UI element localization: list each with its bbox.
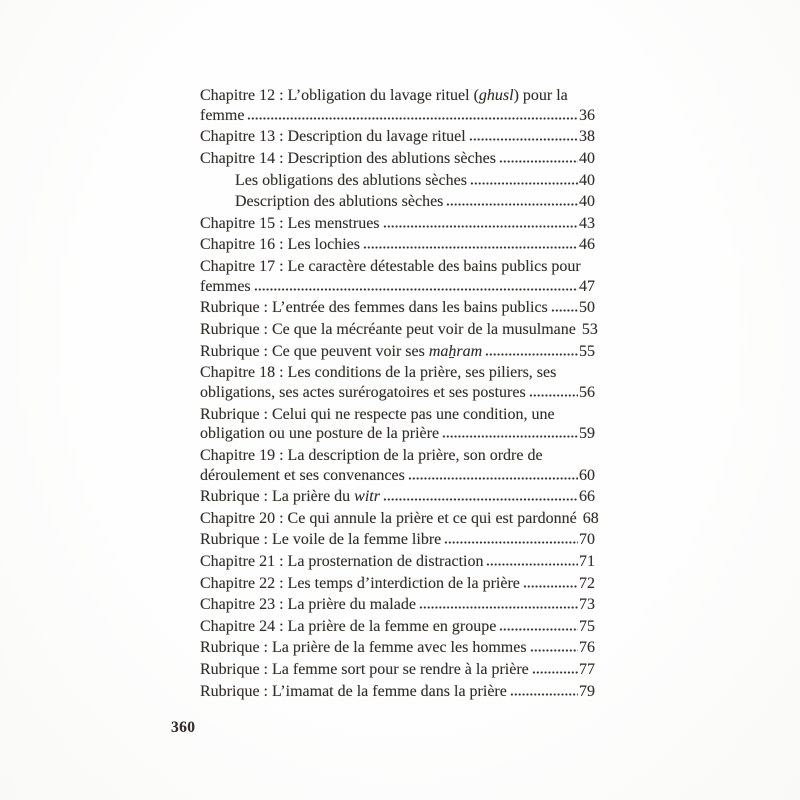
toc-entry-text bbox=[200, 235, 360, 255]
toc-text-segment: Description des ablutions sèches bbox=[235, 193, 444, 211]
toc-text-segment: Rubrique : Celui qui ne respecte pas une condition, une bbox=[200, 405, 555, 423]
toc-text-segment: Chapitre 19 : La description de la prière, son ordre de bbox=[200, 446, 543, 464]
dot-leader bbox=[510, 693, 578, 696]
toc-italic-term: maẖram bbox=[428, 342, 483, 360]
toc-text-segment: Chapitre 13 : Description du lavage rituel bbox=[200, 128, 466, 146]
toc-entry-text bbox=[200, 682, 507, 702]
toc-entry-text bbox=[200, 595, 416, 615]
toc-entry-line-sous-obligations-ablutions bbox=[200, 171, 595, 191]
toc-entry-line-chapitre-21 bbox=[200, 552, 595, 572]
toc-entry-text bbox=[200, 86, 568, 106]
toc-entry-line-rubrique-condition bbox=[200, 424, 595, 444]
toc-page-number: 56 bbox=[579, 383, 595, 401]
toc-text-segment: ) pour la bbox=[513, 87, 568, 104]
toc-entry-line-rubrique-condition bbox=[200, 405, 595, 425]
toc-entry-line-chapitre-15 bbox=[200, 214, 595, 234]
leader-space bbox=[579, 331, 581, 334]
toc-text-segment: Rubrique : La prière de la femme avec les hommes bbox=[200, 639, 527, 657]
dot-leader bbox=[486, 563, 578, 566]
toc-entry-line-chapitre-23 bbox=[200, 595, 595, 615]
toc-page-number: 70 bbox=[579, 531, 595, 549]
toc-text-segment: Rubrique : Le voile de la femme libre bbox=[200, 531, 442, 549]
toc-entry-text bbox=[200, 298, 548, 318]
toc-text-segment: Chapitre 22 : Les temps d’interdiction de la prière bbox=[200, 574, 520, 592]
toc-entry-line-chapitre-12 bbox=[200, 86, 595, 106]
dot-leader bbox=[530, 649, 578, 652]
toc-text-segment: Chapitre 20 : Ce qui annule la prière et ce qui est pardonné bbox=[200, 509, 577, 527]
toc-text-segment: Chapitre 18 : Les conditions de la prière, ses piliers, ses bbox=[200, 364, 557, 382]
dot-leader bbox=[532, 671, 578, 674]
toc-text-segment: Les obligations des ablutions sèches bbox=[235, 171, 467, 189]
toc-page-number: 79 bbox=[579, 682, 595, 700]
toc-entry-text bbox=[235, 171, 467, 191]
toc-entry-text bbox=[200, 530, 441, 550]
dot-leader bbox=[363, 246, 578, 249]
toc-entry-text bbox=[200, 660, 529, 680]
toc-entry-text bbox=[200, 106, 244, 126]
dot-leader bbox=[523, 585, 578, 588]
toc-entry-line-chapitre-13 bbox=[200, 127, 595, 147]
toc-entry-text bbox=[200, 342, 482, 362]
dot-leader bbox=[383, 225, 578, 228]
toc-entry-line-chapitre-17 bbox=[200, 257, 595, 277]
toc-page-number: 77 bbox=[579, 661, 595, 679]
toc-page-number: 38 bbox=[579, 128, 595, 146]
toc-entry-text bbox=[200, 383, 526, 403]
toc-text-segment: Chapitre 12 : L’obligation du lavage rituel ( bbox=[200, 87, 479, 104]
toc-page-number: 60 bbox=[579, 466, 595, 484]
dot-leader bbox=[444, 541, 578, 544]
toc-entry-line-rubrique-voile bbox=[200, 530, 595, 550]
toc-entry-text bbox=[200, 466, 405, 486]
dot-leader bbox=[551, 309, 578, 312]
toc-entry-text bbox=[200, 574, 520, 594]
dot-leader bbox=[469, 138, 578, 141]
toc-page-number: 73 bbox=[579, 596, 595, 614]
toc-entry-line-rubrique-priere-hommes bbox=[200, 638, 595, 658]
toc-page-number: 75 bbox=[579, 617, 595, 635]
leader-space bbox=[580, 520, 582, 523]
toc-text-segment: Rubrique : L’entrée des femmes dans les bains publics bbox=[200, 299, 548, 317]
toc-page-number: 66 bbox=[579, 488, 595, 506]
dot-leader bbox=[485, 353, 578, 356]
toc-entry-text bbox=[200, 424, 439, 444]
dot-leader bbox=[446, 203, 578, 206]
toc-entry-line-chapitre-12 bbox=[200, 106, 595, 126]
toc-text-segment: Rubrique : Ce que la mécréante peut voir de la musulmane bbox=[200, 320, 576, 338]
toc-entry-text bbox=[200, 509, 577, 529]
toc-text-segment: obligation ou une posture de la prière bbox=[200, 425, 440, 443]
toc-entry-text bbox=[200, 127, 466, 147]
toc-page-number: 40 bbox=[579, 149, 595, 167]
toc-entry-line-rubrique-mecreante bbox=[200, 320, 598, 340]
toc-text-segment: Chapitre 15 : Les menstrues bbox=[200, 214, 380, 232]
toc-entry-text bbox=[200, 277, 251, 297]
toc-text-segment: Rubrique : Ce que peuvent voir ses bbox=[200, 342, 429, 360]
toc-entry-line-rubrique-entree-bains bbox=[200, 298, 595, 318]
toc-entry-text bbox=[200, 320, 576, 340]
toc-text-segment: femme bbox=[200, 106, 245, 124]
toc-entry-text bbox=[200, 487, 380, 507]
toc-page-number: 68 bbox=[582, 509, 599, 527]
toc-entry-text bbox=[200, 638, 527, 658]
dot-leader bbox=[254, 288, 578, 291]
dot-leader bbox=[442, 435, 578, 438]
toc-page-number: 47 bbox=[579, 277, 595, 295]
toc-entry-line-rubrique-imamat bbox=[200, 682, 595, 702]
toc-entry-line-rubrique-witr bbox=[200, 487, 595, 507]
toc-text-segment: Chapitre 21 : La prosternation de distraction bbox=[200, 553, 484, 571]
toc-text-segment: Rubrique : La prière du bbox=[200, 488, 355, 506]
toc-page-number: 40 bbox=[579, 193, 595, 211]
toc-entry-line-rubrique-mahram bbox=[200, 342, 595, 362]
toc-text-segment: Rubrique : L’imamat de la femme dans la prière bbox=[200, 682, 507, 700]
toc-page-number: 55 bbox=[579, 342, 595, 360]
toc-page-number: 40 bbox=[579, 171, 595, 189]
toc-entry-text bbox=[200, 257, 581, 277]
toc-entry-text bbox=[200, 214, 380, 234]
toc-text-segment: Rubrique : La femme sort pour se rendre à la prière bbox=[200, 661, 529, 679]
dot-leader bbox=[499, 628, 578, 631]
toc-entry-line-rubrique-femme-sort bbox=[200, 660, 595, 680]
toc-entry-line-chapitre-18 bbox=[200, 383, 595, 403]
folio-page-number: 360 bbox=[171, 719, 196, 736]
toc-page-number: 72 bbox=[579, 574, 595, 592]
toc-text-segment: Chapitre 14 : Description des ablutions sèches bbox=[200, 149, 496, 167]
toc-page-number: 50 bbox=[579, 299, 595, 317]
toc-entry-text bbox=[200, 149, 496, 169]
toc-entry-line-sous-description-ablutions bbox=[200, 192, 595, 212]
toc-page-number: 59 bbox=[579, 425, 595, 443]
toc-entry-line-chapitre-24 bbox=[200, 617, 595, 637]
toc-entry-text bbox=[200, 363, 556, 383]
dot-leader bbox=[408, 477, 578, 480]
toc-entry-text bbox=[200, 405, 555, 425]
toc-entry-text bbox=[235, 192, 443, 212]
toc-page-number: 36 bbox=[579, 106, 595, 124]
toc-entry-line-chapitre-19 bbox=[200, 466, 595, 486]
toc-entry-line-chapitre-19 bbox=[200, 446, 595, 466]
toc-text-segment: Chapitre 16 : Les lochies bbox=[200, 236, 360, 254]
toc-entry-line-chapitre-16 bbox=[200, 235, 595, 255]
toc-italic-term: witr bbox=[354, 488, 380, 506]
toc-page-number: 46 bbox=[579, 236, 595, 254]
toc-entry-line-chapitre-14 bbox=[200, 149, 595, 169]
toc-text-segment: femmes bbox=[200, 277, 251, 295]
toc-text-segment: obligations, ses actes surérogatoires et ses postures bbox=[200, 383, 526, 401]
toc-entry-line-chapitre-18 bbox=[200, 363, 595, 383]
toc-entry-text bbox=[200, 552, 483, 572]
toc-text-segment: Chapitre 23 : La prière du malade bbox=[200, 596, 416, 614]
table-of-contents bbox=[200, 86, 599, 701]
toc-text-segment: déroulement et ses convenances bbox=[200, 466, 405, 484]
dot-leader bbox=[499, 160, 578, 163]
dot-leader bbox=[383, 498, 578, 501]
toc-page-number: 76 bbox=[579, 639, 595, 657]
dot-leader bbox=[529, 394, 578, 397]
toc-text-segment: Chapitre 17 : Le caractère détestable des bains publics pour bbox=[200, 257, 581, 275]
toc-entry-text bbox=[200, 446, 543, 466]
toc-page-number: 43 bbox=[579, 214, 595, 232]
toc-entry-line-chapitre-20 bbox=[200, 509, 599, 529]
dot-leader bbox=[470, 182, 578, 185]
toc-italic-term: ghusl bbox=[478, 87, 514, 104]
toc-entry-line-chapitre-17 bbox=[200, 277, 595, 297]
toc-entry-text bbox=[200, 617, 496, 637]
toc-entry-line-chapitre-22 bbox=[200, 574, 595, 594]
dot-leader bbox=[247, 117, 578, 120]
toc-page-number: 53 bbox=[581, 320, 598, 338]
toc-page-number: 71 bbox=[579, 553, 595, 571]
toc-text-segment: Chapitre 24 : La prière de la femme en groupe bbox=[200, 617, 497, 635]
dot-leader bbox=[419, 606, 578, 609]
